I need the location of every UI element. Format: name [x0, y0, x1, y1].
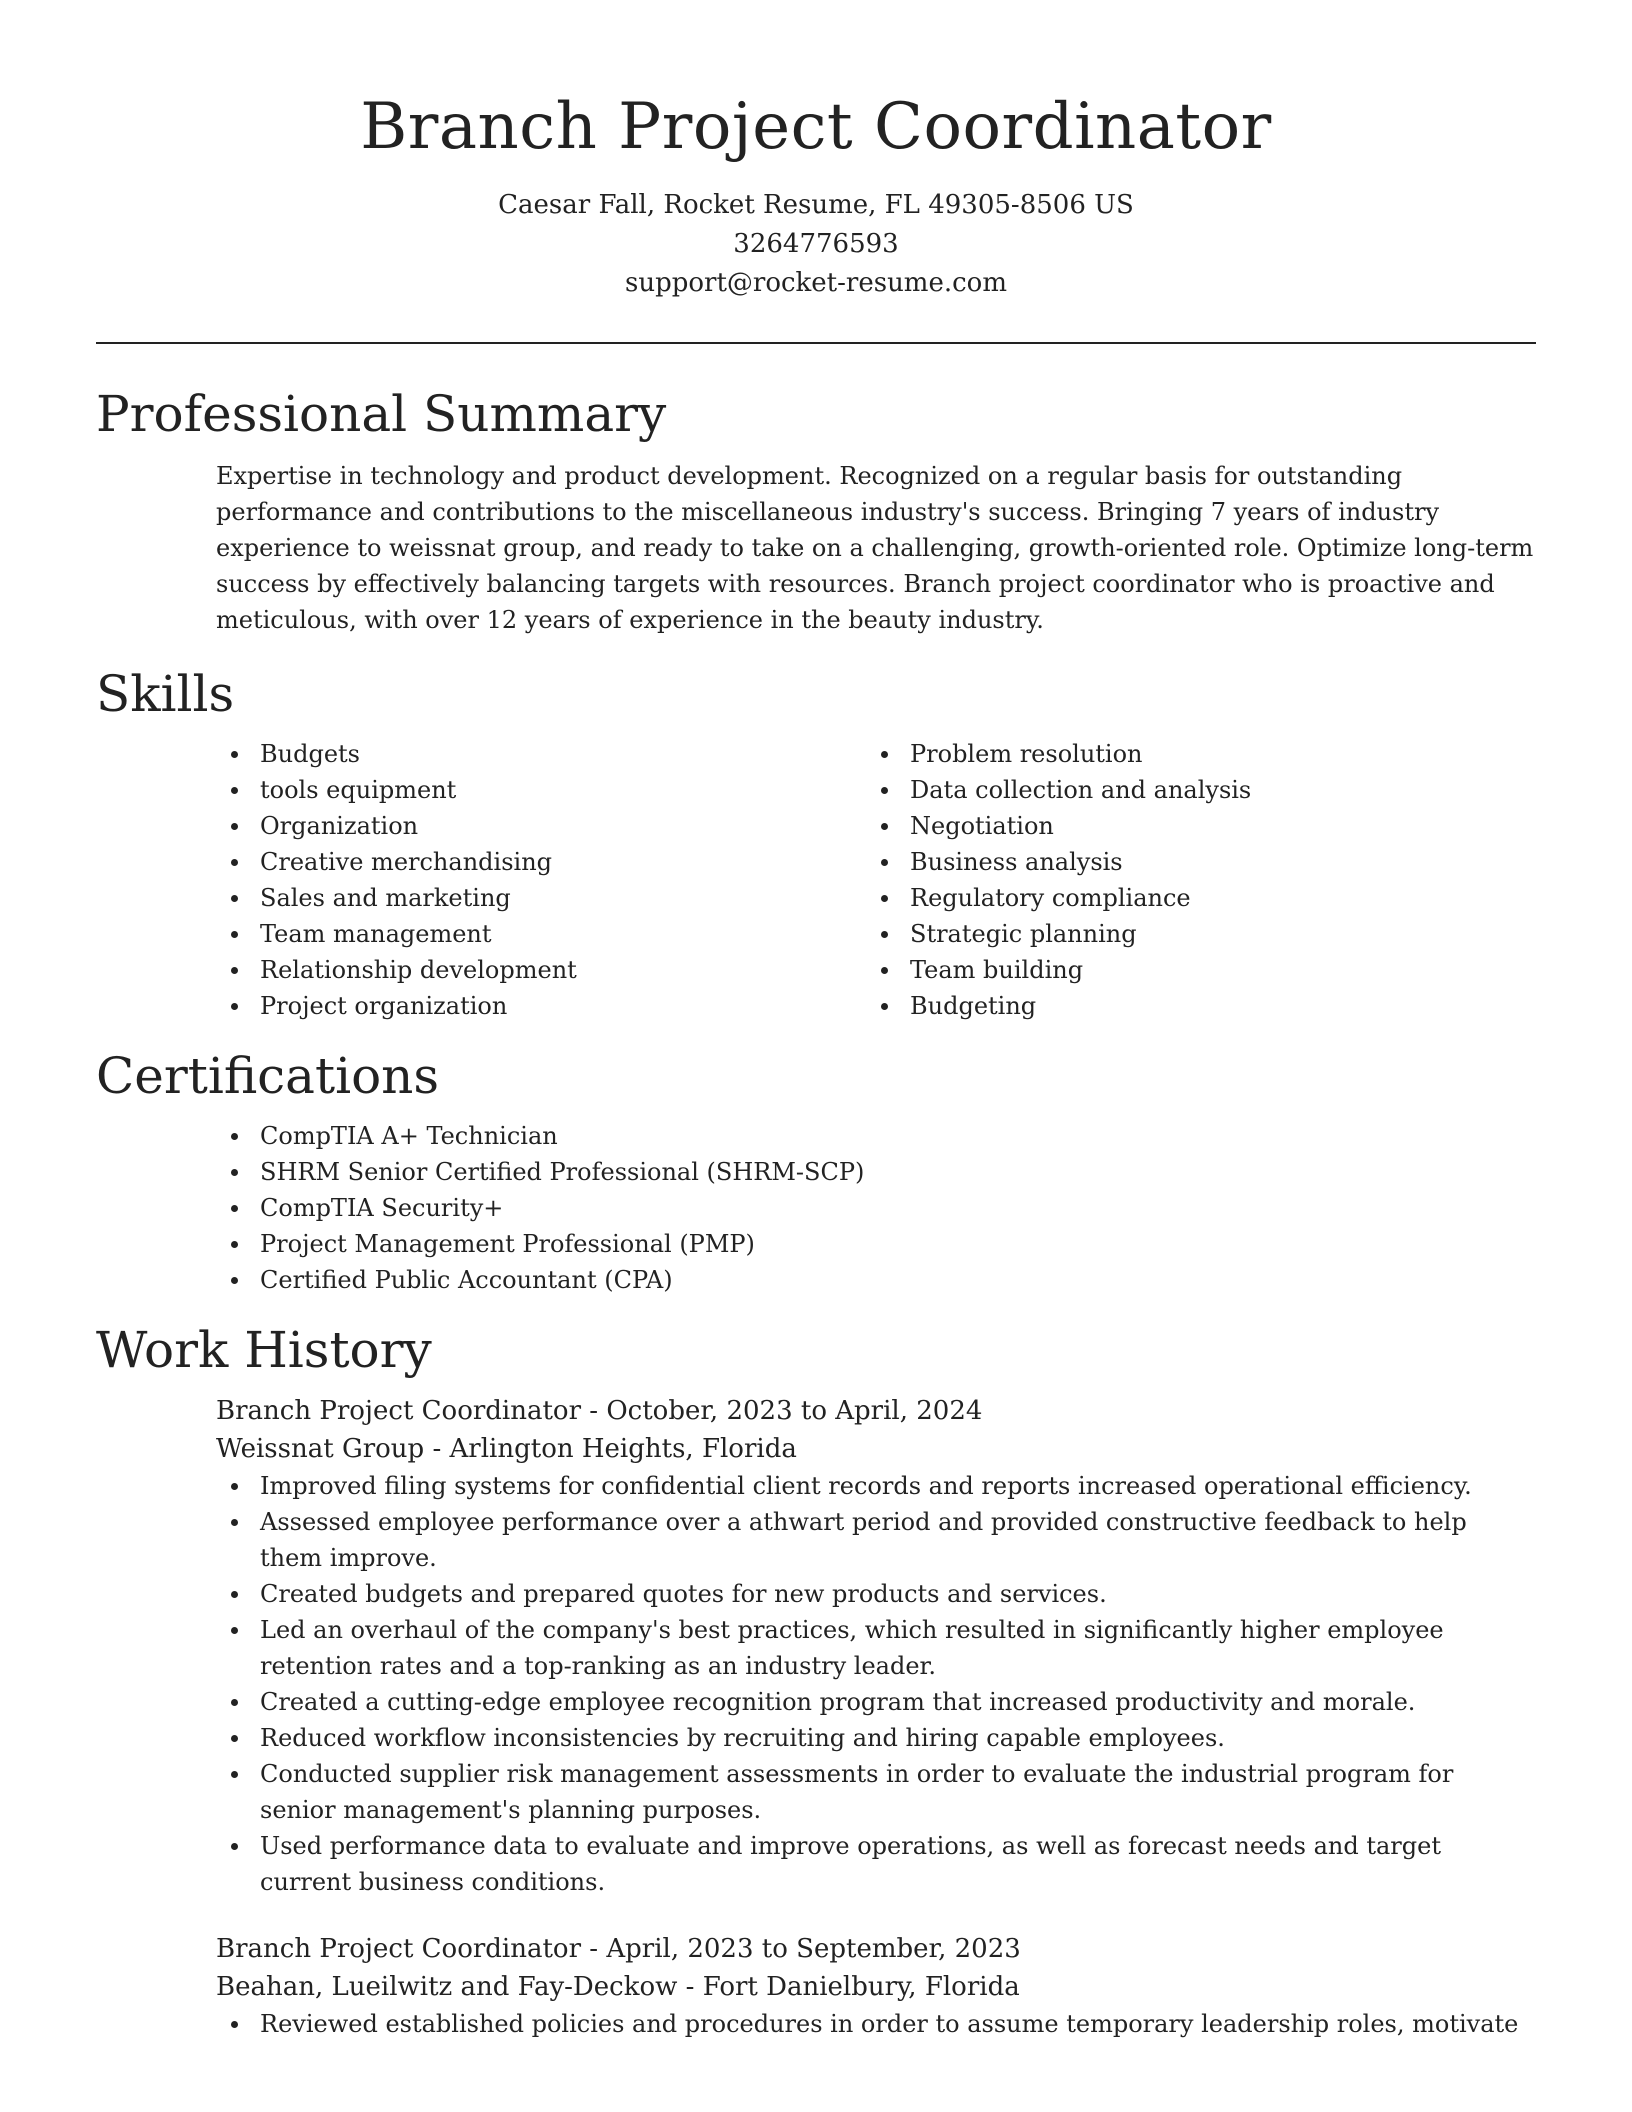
certification-item: CompTIA Security+ — [96, 1190, 1536, 1226]
skill-item: Team building — [746, 952, 1536, 988]
skills-columns — [96, 736, 1536, 1024]
certifications-section — [96, 1046, 1536, 1298]
job-company: Beahan, Lueilwitz and Fay-Deckow — [216, 1972, 678, 2002]
certification-item: Project Management Professional (PMP) — [96, 1226, 1536, 1262]
work-history-section — [96, 1320, 1536, 2042]
contact-phone: 3264776593 — [733, 229, 899, 259]
contact-email: support@rocket-resume.com — [624, 268, 1007, 298]
skill-item: Relationship development — [96, 952, 746, 988]
job-bullet: Used performance data to evaluate and improve operations, as well as forecast needs and target current business conditions. — [96, 1828, 1536, 1900]
job-dates: October, 2023 to April, 2024 — [606, 1396, 983, 1426]
contact-block — [96, 186, 1536, 303]
skill-item: Creative merchandising — [96, 844, 746, 880]
job-role: Branch Project Coordinator — [216, 1934, 582, 1964]
skills-list-right — [746, 736, 1536, 1024]
skills-heading: Skills — [96, 665, 235, 723]
job-bullet: Reduced workflow inconsistencies by recruiting and hiring capable employees. — [96, 1720, 1536, 1756]
skill-item: Negotiation — [746, 808, 1536, 844]
job-bullet: Reviewed established policies and procedures in order to assume temporary leadership roles, motivate — [96, 2006, 1536, 2042]
certification-item: SHRM Senior Certified Professional (SHRM-SCP) — [96, 1154, 1536, 1190]
skill-item: Sales and marketing — [96, 880, 746, 916]
job-bullet: Led an overhaul of the company's best practices, which resulted in significantly higher employee retention rates and a top-ranking as an industry leader. — [96, 1612, 1536, 1684]
summary-text: Expertise in technology and product development. Recognized on a regular basis for outstanding performance and contributions to the miscellaneous industry's success. Bringing 7 years of industry experience to weissnat group, and ready to take on a challenging, growth-oriented role. Optimize long-term success by effectively balancing targets with resources. Branch project coordinator who is proactive and meticulous, with over 12 years of experience in the beauty industry. — [216, 462, 1534, 634]
job-sep: - — [589, 1934, 607, 1964]
job-entry — [96, 1392, 1536, 1900]
skills-list-left — [96, 736, 746, 1024]
job-sep: - — [432, 1434, 450, 1464]
resume-page — [96, 0, 1536, 2042]
job-company-line — [216, 1430, 1536, 1468]
certification-item: CompTIA A+ Technician — [96, 1118, 1536, 1154]
skill-item: Project organization — [96, 988, 746, 1024]
certifications-list — [96, 1118, 1536, 1298]
job-sep: - — [685, 1972, 703, 2002]
job-dates: April, 2023 to September, 2023 — [606, 1934, 1021, 1964]
skill-item: Regulatory compliance — [746, 880, 1536, 916]
job-bullet: Improved filing systems for confidential client records and reports increased operational efficiency. — [96, 1468, 1536, 1504]
skill-item: Team management — [96, 916, 746, 952]
resume-name: Branch Project Coordinator — [360, 90, 1272, 164]
skill-item: Problem resolution — [746, 736, 1536, 772]
job-sep: - — [589, 1396, 607, 1426]
job-location: Arlington Heights, Florida — [449, 1434, 797, 1464]
job-entry — [96, 1930, 1536, 2042]
job-location: Fort Danielbury, Florida — [702, 1972, 1020, 2002]
skill-item: tools equipment — [96, 772, 746, 808]
skills-section — [96, 664, 1536, 1024]
job-bullet: Conducted supplier risk management assessments in order to evaluate the industrial program for senior management's planning purposes. — [96, 1756, 1536, 1828]
job-bullet: Assessed employee performance over a athwart period and provided constructive feedback to help them improve. — [96, 1504, 1536, 1576]
skill-item: Strategic planning — [746, 916, 1536, 952]
job-bullet: Created a cutting-edge employee recognition program that increased productivity and morale. — [96, 1684, 1536, 1720]
skill-item: Budgets — [96, 736, 746, 772]
job-bullet: Created budgets and prepared quotes for new products and services. — [96, 1576, 1536, 1612]
job-role: Branch Project Coordinator — [216, 1396, 582, 1426]
skill-item: Business analysis — [746, 844, 1536, 880]
skill-item: Budgeting — [746, 988, 1536, 1024]
skill-item: Organization — [96, 808, 746, 844]
job-bullets — [96, 1468, 1536, 1900]
certification-item: Certified Public Accountant (CPA) — [96, 1262, 1536, 1298]
header-divider — [96, 342, 1536, 344]
summary-section — [96, 384, 1536, 638]
job-title-line — [216, 1930, 1536, 1968]
job-company-line — [216, 1968, 1536, 2006]
certifications-heading: Certifications — [96, 1047, 440, 1105]
job-company: Weissnat Group — [216, 1434, 425, 1464]
contact-address: Caesar Fall, Rocket Resume, FL 49305-8506 US — [498, 190, 1134, 220]
summary-heading: Professional Summary — [96, 385, 667, 443]
job-bullets — [96, 2006, 1536, 2042]
work-history-heading: Work History — [96, 1321, 432, 1379]
job-title-line — [216, 1392, 1536, 1430]
skill-item: Data collection and analysis — [746, 772, 1536, 808]
